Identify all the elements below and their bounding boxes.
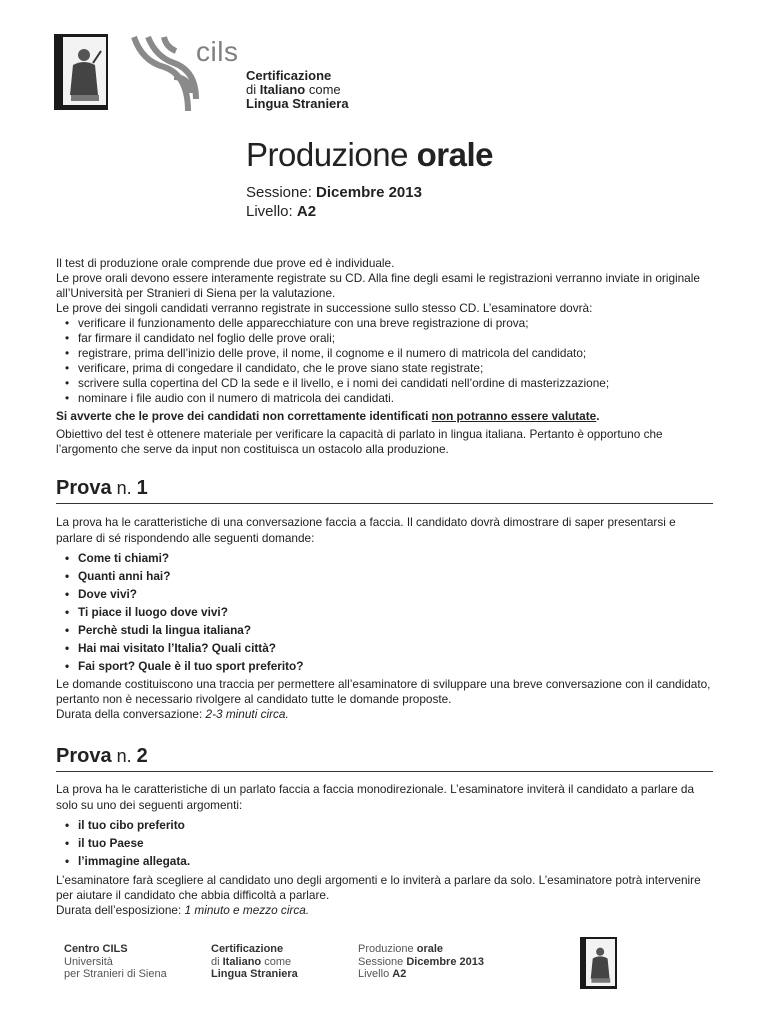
list-item: • l’immagine allegata. — [56, 852, 714, 870]
prova-1-section — [56, 514, 714, 722]
level-line: Livello: A2 — [246, 203, 317, 220]
list-item: • verificare il funzionamento delle apparecchiature con una breve registrazione di prova; — [56, 316, 714, 331]
examiner-duties-list — [56, 316, 714, 406]
list-item: • Fai sport? Quale è il tuo sport preferito? — [56, 657, 714, 675]
list-item: • Quanti anni hai? — [56, 567, 714, 585]
prova-1-duration: Durata della conversazione: 2-3 minuti circa. — [56, 707, 289, 721]
list-item: • Ti piace il luogo dove vivi? — [56, 603, 714, 621]
list-item: • far firmare il candidato nel foglio delle prove orali; — [56, 331, 714, 346]
intro-paragraph-1: Il test di produzione orale comprende due prove ed è individuale. — [56, 256, 395, 270]
list-item: • verificare, prima di congedare il candidato, che le prove siano state registrate; — [56, 361, 714, 376]
list-item: • Perchè studi la lingua italiana? — [56, 621, 714, 639]
footer-certification: Certificazione di Italiano come Lingua Straniera — [211, 943, 298, 980]
certification-name — [246, 69, 349, 111]
prova-1-questions-list — [56, 549, 714, 675]
intro-section — [56, 256, 714, 457]
list-item: • Dove vivi? — [56, 585, 714, 603]
cert-line-3: Lingua Straniera — [246, 96, 349, 111]
footer-centre-cils: Centro CILS Università per Stranieri di Siena — [64, 943, 167, 980]
prova-2-intro: La prova ha le caratteristiche di un parlato faccia a faccia monodirezionale. L’esaminatore inviterà il candidato a parlare da solo su uno dei seguenti argomenti: — [56, 782, 695, 812]
list-item: • Come ti chiami? — [56, 549, 714, 567]
session-line: Sessione: Dicembre 2013 — [246, 184, 422, 201]
page-title: Produzione orale — [246, 136, 493, 173]
identification-warning: Si avverte che le prove dei candidati non correttamente identificati non potranno essere valutate. — [56, 409, 600, 423]
prova-1-note: Le domande costituiscono una traccia per permettere all’esaminatore di sviluppare una breve conversazione con il candidato, pertanto non è necessario rivolgere al candidato tutte le domande proposte. — [56, 677, 711, 706]
list-item: • Hai mai visitato l’Italia? Quali città? — [56, 639, 714, 657]
cert-line-1: Certificazione — [246, 68, 332, 83]
footer-exam-info: Produzione orale Sessione Dicembre 2013 Livello A2 — [358, 943, 484, 980]
list-item: • nominare i file audio con il numero di matricola dei candidati. — [56, 391, 714, 406]
test-objective: Obiettivo del test è ottenere materiale per verificare la capacità di parlato in lingua italiana. Pertanto è opportuno che l’argomento che serve da input non costituisca un ostacolo alla produzione. — [56, 427, 663, 456]
list-item: • scrivere sulla copertina del CD la sede e il livello, e i nomi dei candidati nell’ordine di masterizzazione; — [56, 376, 714, 391]
session-info — [246, 183, 422, 221]
list-item: • il tuo cibo preferito — [56, 816, 714, 834]
cils-wordmark: cils — [196, 36, 239, 67]
list-item: • il tuo Paese — [56, 834, 714, 852]
footer-seal-logo — [580, 937, 617, 989]
intro-paragraph-3: Le prove dei singoli candidati verranno registrate in successione sullo stesso CD. L’esaminatore dovrà: — [56, 301, 593, 315]
university-seal-logo — [54, 34, 108, 110]
list-item: • registrare, prima dell’inizio delle prove, il nome, il cognome e il numero di matricola del candidato; — [56, 346, 714, 361]
prova-2-duration: Durata dell’esposizione: 1 minuto e mezzo circa. — [56, 903, 310, 917]
prova-1-intro: La prova ha le caratteristiche di una conversazione faccia a faccia. Il candidato dovrà dimostrare di saper presentarsi e parlare di sé rispondendo alle seguenti domande: — [56, 515, 676, 545]
cert-line-2: di Italiano come — [246, 82, 341, 97]
prova-2-section — [56, 781, 714, 918]
prova-2-heading: Prova n. 2 — [56, 745, 713, 772]
prova-2-note: L’esaminatore farà scegliere al candidato uno degli argomenti e lo inviterà a parlare da solo. L’esaminatore potrà intervenire per aiutare il candidato che abbia difficoltà a parlare. — [56, 873, 701, 902]
intro-paragraph-2: Le prove orali devono essere interamente registrate su CD. Alla fine degli esami le registrazioni verranno inviate in originale all’Università per Stranieri di Siena per la valutazione. — [56, 271, 700, 300]
prova-2-topics-list — [56, 816, 714, 870]
prova-1-heading: Prova n. 1 — [56, 477, 713, 504]
